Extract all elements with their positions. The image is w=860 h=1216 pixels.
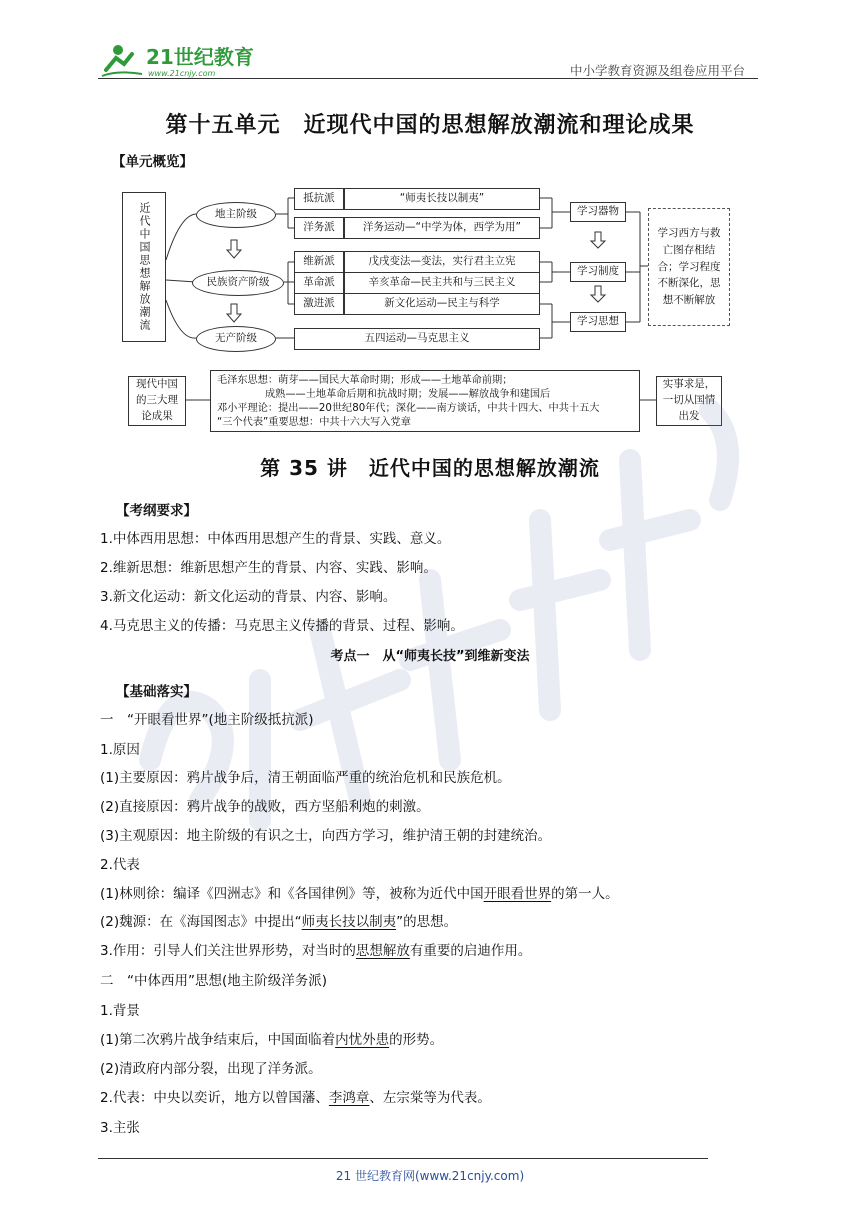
event-revolution: 辛亥革命—民主共和与三民主义 <box>344 272 540 294</box>
text: 2.代表：中央以奕䜣，地方以曾国藩、 <box>100 1090 329 1106</box>
event-may-fourth: 五四运动—马克思主义 <box>294 328 540 350</box>
underlined-term: 内忧外患 <box>335 1032 390 1048</box>
theory-content-box <box>210 370 640 432</box>
site-logo <box>98 40 268 80</box>
text: 的形势。 <box>389 1032 444 1048</box>
unit-overview-diagram <box>100 170 760 440</box>
class-bourgeoisie: 民族资产阶级 <box>192 270 284 296</box>
theory-line: 成熟——土地革命后期和抗战时期；发展——解放战争和建国后 <box>265 389 551 400</box>
exam-item: 2.维新思想：维新思想产生的背景、内容、实践、影响。 <box>100 560 437 576</box>
stage-institutions: 学习制度 <box>570 262 626 282</box>
theory-line: “三个代表”重要思想：中共十六大写入党章 <box>217 417 411 428</box>
text: (1)第二次鸦片战争结束后，中国面临着 <box>100 1032 336 1048</box>
exam-item: 4.马克思主义的传播：马克思主义传播的背景、过程、影响。 <box>100 618 464 634</box>
class-landlord: 地主阶级 <box>196 202 276 228</box>
faction-resistance: 抵抗派 <box>294 188 344 210</box>
unit-title: 第十五单元 近现代中国的思想解放潮流和理论成果 <box>165 113 695 138</box>
paragraph <box>100 1031 443 1049</box>
event-westernization: 洋务运动—“中学为体，西学为用” <box>344 217 540 239</box>
underlined-term: 思想解放 <box>355 943 410 959</box>
event-new-culture: 新文化运动—民主与科学 <box>344 293 540 315</box>
underlined-term: 开眼看世界 <box>483 886 552 902</box>
text: 3.作用：引导人们关注世界形势，对当时的 <box>100 943 356 959</box>
footer-link[interactable]: 21 世纪教育网(www.21cnjy.com) <box>335 1169 525 1183</box>
theory-left-box: 现代中国的三大理论成果 <box>128 376 186 426</box>
exam-requirements-label: 【考纲要求】 <box>116 503 197 519</box>
header-platform-text: 中小学教育资源及组卷应用平台 <box>570 63 746 78</box>
theory-line: 毛泽东思想：萌芽——国民大革命时期；形成——土地革命前期； <box>217 375 513 386</box>
paragraph <box>100 885 619 903</box>
subheading: 1.原因 <box>100 742 140 758</box>
exam-item: 3.新文化运动：新文化运动的背景、内容、影响。 <box>100 589 397 605</box>
text: (2)魏源：在《海国图志》中提出“ <box>100 914 302 930</box>
faction-reform: 维新派 <box>294 251 344 273</box>
footer-divider <box>98 1158 708 1159</box>
faction-westernization: 洋务派 <box>294 217 344 239</box>
theory-right-box: 实事求是，一切从国情出发 <box>656 376 722 426</box>
event-reform: 戊戌变法—变法，实行君主立宪 <box>344 251 540 273</box>
basics-label: 【基础落实】 <box>116 684 197 700</box>
overview-label: 【单元概览】 <box>112 154 193 170</box>
paragraph <box>100 1089 491 1107</box>
diagram-summary: 学习西方与救亡图存相结合；学习程度不断深化，思想不断解放 <box>648 208 730 326</box>
section-heading: 一 “开眼看世界”(地主阶级抵抗派) <box>100 712 314 728</box>
subheading: 2.代表 <box>100 857 140 873</box>
subheading: 1.背景 <box>100 1003 140 1019</box>
stage-thought: 学习思想 <box>570 312 626 332</box>
header-divider <box>98 78 758 79</box>
exam-item: 1.中体西用思想：中体西用思想产生的背景、实践、意义。 <box>100 531 451 547</box>
subheading: 3.主张 <box>100 1120 140 1136</box>
theory-line: 邓小平理论：提出——20世纪80年代；深化——南方谈话，中共十四大、中共十五大 <box>217 403 600 414</box>
faction-revolution: 革命派 <box>294 272 344 294</box>
logo-url: www.21cnjy.com <box>148 69 216 78</box>
class-proletariat: 无产阶级 <box>196 326 276 352</box>
point-title: 考点一 从“师夷长技”到维新变法 <box>330 649 530 664</box>
diagram-left-box: 近代中国思想解放潮流 <box>122 192 166 342</box>
paragraph: (1)主要原因：鸦片战争后，清王朝面临严重的统治危机和民族危机。 <box>100 770 511 786</box>
lecture-title: 第 35 讲 近代中国的思想解放潮流 <box>260 456 600 480</box>
text: (1)林则徐：编译《四洲志》和《各国律例》等，被称为近代中国 <box>100 886 484 902</box>
paragraph: (2)直接原因：鸦片战争的战败，西方坚船利炮的刺激。 <box>100 799 430 815</box>
event-shiyi: “师夷长技以制夷” <box>344 188 540 210</box>
text: 有重要的启迪作用。 <box>409 943 532 959</box>
paragraph: (3)主观原因：地主阶级的有识之士，向西方学习，维护清王朝的封建统治。 <box>100 828 552 844</box>
stage-artifacts: 学习器物 <box>570 202 626 222</box>
underlined-term: 师夷长技以制夷 <box>301 914 397 930</box>
logo-text: 21世纪教育 <box>146 45 254 69</box>
underlined-term: 李鸿章 <box>328 1090 370 1106</box>
text: 、左宗棠等为代表。 <box>369 1090 491 1106</box>
paragraph: (2)清政府内部分裂，出现了洋务派。 <box>100 1061 322 1077</box>
text: ”的思想。 <box>396 914 458 930</box>
text: 的第一人。 <box>551 886 619 902</box>
faction-radical: 激进派 <box>294 293 344 315</box>
section-heading: 二 “中体西用”思想(地主阶级洋务派) <box>100 973 328 989</box>
paragraph <box>100 913 457 931</box>
paragraph <box>100 942 531 960</box>
